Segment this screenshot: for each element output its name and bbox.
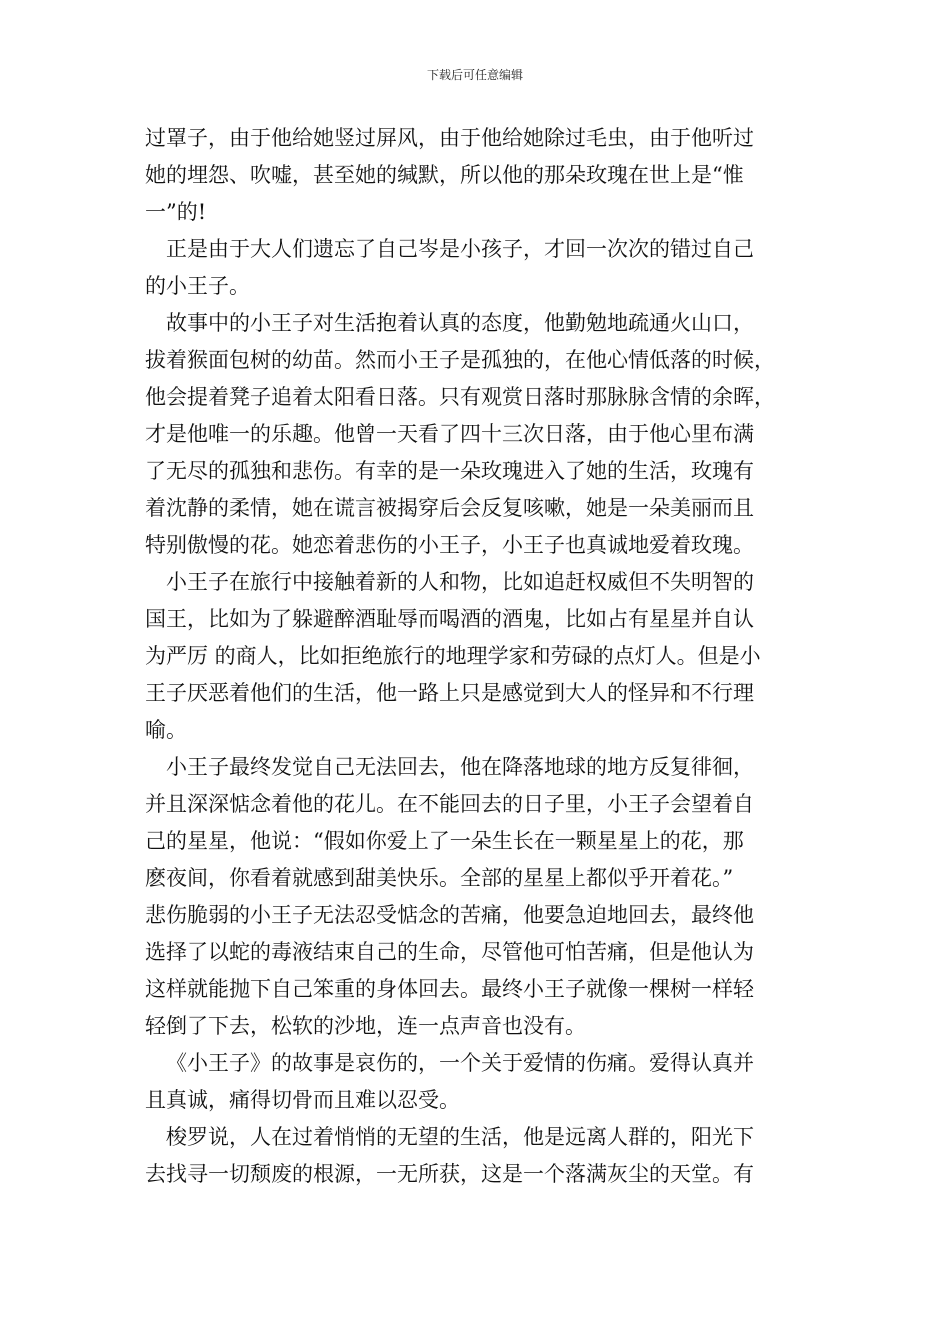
text-line: 过罩子，由于他给她竖过屏风，由于他给她除过毛虫，由于他听过 <box>145 126 754 150</box>
text-line: 着沈静的柔情，她在谎言被揭穿后会反复咳嗽，她是一朵美丽而且 <box>145 496 754 520</box>
text-line: 小王子最终发觉自己无法回去，他在降落地球的地方反复徘徊， <box>166 755 754 779</box>
text-line: 己的星星，他说：“假如你爱上了一朵生长在一颗星星上的花，那 <box>145 829 744 853</box>
text-line: 国王，比如为了躲避醉酒耻辱而喝酒的酒鬼，比如占有星星并自认 <box>145 607 754 631</box>
text-line: 选择了以蛇的毒液结束自己的生命，尽管他可怕苦痛，但是他认为 <box>145 940 754 964</box>
text-line: 《小王子》的故事是哀伤的，一个关于爱情的伤痛。爱得认真并 <box>166 1051 754 1075</box>
text-line: 喻。 <box>145 718 187 742</box>
text-line: 他会提着凳子追着太阳看日落。只有观赏日落时那脉脉含情的余晖， <box>145 385 775 409</box>
text-line: 麽夜间，你看着就感到甜美快乐。全部的星星上都似乎开着花。” <box>145 866 734 890</box>
text-line: 且真诚，痛得切骨而且难以忍受。 <box>145 1088 460 1112</box>
text-line: 她的埋怨、吹嘘，甚至她的缄默，所以他的那朵玫瑰在世上是“惟 <box>145 163 744 187</box>
document-body <box>145 120 825 1193</box>
text-line: 一”的! <box>145 200 207 224</box>
text-line: 特别傲慢的花。她恋着悲伤的小王子，小王子也真诚地爱着玫瑰。 <box>145 533 754 557</box>
text-line: 为严厉 的商人，比如拒绝旅行的地理学家和劳碌的点灯人。但是小 <box>145 644 761 668</box>
text-line: 轻倒了下去，松软的沙地，连一点声音也没有。 <box>145 1014 586 1038</box>
text-line: 并且深深惦念着他的花儿。在不能回去的日子里，小王子会望着自 <box>145 792 754 816</box>
text-line: 的小王子。 <box>145 274 250 298</box>
text-line: 故事中的小王子对生活抱着认真的态度，他勤勉地疏通火山口， <box>166 311 754 335</box>
text-line: 这样就能抛下自己笨重的身体回去。最终小王子就像一棵树一样轻 <box>145 977 754 1001</box>
text-line: 悲伤脆弱的小王子无法忍受惦念的苦痛，他要急迫地回去，最终他 <box>145 903 754 927</box>
text-line: 小王子在旅行中接触着新的人和物，比如追赶权威但不失明智的 <box>166 570 754 594</box>
text-line: 王子厌恶着他们的生活，他一路上只是感觉到大人的怪异和不行理 <box>145 681 754 705</box>
text-line: 去找寻一切颓废的根源，一无所获，这是一个落满灰尘的天堂。有 <box>145 1162 754 1186</box>
page-header: 下载后可任意编辑 <box>426 68 523 82</box>
text-line: 才是他唯一的乐趣。他曾一天看了四十三次日落，由于他心里布满 <box>145 422 754 446</box>
text-line: 梭罗说，人在过着悄悄的无望的生活，他是远离人群的，阳光下 <box>166 1125 754 1149</box>
text-line: 正是由于大人们遗忘了自己岑是小孩子，才回一次次的错过自己 <box>166 237 754 261</box>
text-line: 了无尽的孤独和悲伤。有幸的是一朵玫瑰进入了她的生活，玫瑰有 <box>145 459 754 483</box>
text-line: 拔着猴面包树的幼苗。然而小王子是孤独的，在他心情低落的时候， <box>145 348 775 372</box>
